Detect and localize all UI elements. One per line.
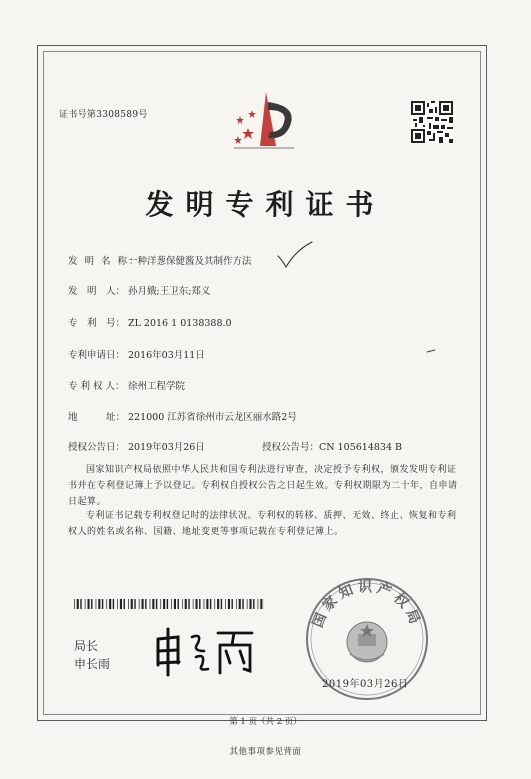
barcode-bar (117, 599, 118, 609)
barcode-bar (188, 599, 189, 609)
barcode-bar (88, 599, 90, 609)
barcode-bar (217, 599, 219, 609)
grant-date-row (68, 439, 205, 453)
barcode-bar (131, 599, 133, 609)
barcode-bar (199, 599, 200, 609)
barcode-bar (196, 599, 198, 609)
inventors-row (68, 283, 210, 297)
barcode-bar (260, 599, 262, 609)
barcode-bar (210, 599, 211, 609)
barcode-bar (247, 599, 248, 609)
grant-pub-number-value: CN 105614834 B (319, 442, 403, 453)
barcode-bar (91, 599, 92, 609)
barcode-bar (96, 599, 97, 609)
barcode-bar (74, 599, 75, 609)
barcode-bar (139, 599, 140, 609)
barcode-bar (206, 599, 208, 609)
barcode-bar (80, 599, 81, 609)
grant-date-value: 2019年03月26日 (128, 442, 205, 453)
barcode-bar (258, 599, 259, 609)
barcode-bar (171, 599, 172, 609)
barcode-bar (225, 599, 226, 609)
director-signature-icon (152, 625, 257, 677)
barcode-bar (109, 599, 111, 609)
qr-code-icon[interactable] (411, 101, 453, 143)
barcode-bar (106, 599, 107, 609)
barcode-bar (174, 599, 176, 609)
seal-text: 国家知识产权局 (309, 579, 425, 630)
footer-note: 其他事项参见背面 (229, 747, 302, 757)
barcode-bar (128, 599, 129, 609)
checkmark-icon (276, 240, 314, 270)
invention-name-label: 发 明 名 称： (68, 256, 141, 267)
filing-date-label: 专利申请日： (68, 350, 126, 361)
barcode-bar (236, 599, 237, 609)
inventors-label: 发 明 人： (68, 286, 126, 297)
legal-status-paragraph: 专利证书记载专利权登记时的法律状况。专利权的转移、质押、无效、终止、恢复和专利权人的姓名或名称、国籍、地址变更等事项记载在专利登记簿上。 (68, 511, 457, 537)
barcode-bar (178, 599, 179, 609)
barcode-bar (167, 599, 168, 609)
barcode-bar (124, 599, 125, 609)
patent-number-value: ZL 2016 1 0138388.0 (128, 318, 232, 329)
certificate-title: 发明专利证书 (145, 188, 386, 221)
barcode-bar (150, 599, 151, 609)
address-label: 地 址： (68, 412, 126, 423)
barcode-bar (98, 599, 100, 609)
barcode-bar (185, 599, 187, 609)
barcode-bar (221, 599, 222, 609)
barcode-bar (134, 599, 135, 609)
barcode-bar (204, 599, 205, 609)
filing-date-row (68, 347, 205, 361)
barcode-bar (160, 599, 161, 609)
patentee-value: 徐州工程学院 (128, 381, 186, 392)
patent-number-label: 专 利 号： (68, 318, 126, 329)
patentee-label: 专 利 权 人： (68, 381, 125, 392)
barcode-bar (142, 599, 144, 609)
patent-number-row (68, 315, 232, 329)
barcode-bar (85, 599, 86, 609)
patentee-row (68, 378, 185, 392)
grant-paragraph: 国家知识产权局依照中华人民共和国专利法进行审查，决定授予专利权，颁发发明专利证书并在专利登记簿上予以登记。专利权自授权公告之日起生效。专利权期限为二十年，自申请日起算。 (68, 465, 458, 507)
barcode-bar (214, 599, 215, 609)
pen-mark-icon (426, 349, 436, 353)
barcode-bar (163, 599, 165, 609)
barcode-bar (77, 599, 79, 609)
certificate-number: 证书号第3308589号 (59, 110, 148, 120)
grant-date-label: 授权公告日： (68, 442, 126, 453)
barcode-bar (156, 599, 157, 609)
address-value: 221000 江苏省徐州市云龙区丽水路2号 (128, 412, 297, 423)
barcode-bar (120, 599, 122, 609)
invention-name-row (68, 253, 252, 267)
page-number: 第 1 页（共 2 页） (229, 717, 302, 727)
barcode-bar (250, 599, 252, 609)
patent-emblem-icon (226, 88, 302, 156)
grant-pub-number-row (262, 439, 402, 453)
barcode-bar (253, 599, 254, 609)
barcode-bar (152, 599, 154, 609)
invention-name-value: 一种洋葱保健酱及其制作方法 (128, 256, 252, 267)
seal-date: 2019年03月26日 (322, 679, 409, 690)
barcode-bar (242, 599, 243, 609)
director-name: 申长雨 (74, 657, 111, 671)
address-row (68, 409, 297, 423)
barcode-bar (193, 599, 194, 609)
barcode-bar (232, 599, 233, 609)
barcode-bar (102, 599, 103, 609)
barcode-icon (74, 599, 264, 609)
grant-pub-number-label: 授权公告号： (262, 442, 320, 453)
barcode-bar (182, 599, 183, 609)
filing-date-value: 2016年03月11日 (128, 350, 205, 361)
barcode-bar (239, 599, 241, 609)
barcode-bar (113, 599, 114, 609)
barcode-bar (145, 599, 146, 609)
inventors-value: 孙月娥;王卫东;郑义 (128, 286, 211, 297)
barcode-bar (228, 599, 230, 609)
director-title: 局长 (74, 639, 99, 653)
